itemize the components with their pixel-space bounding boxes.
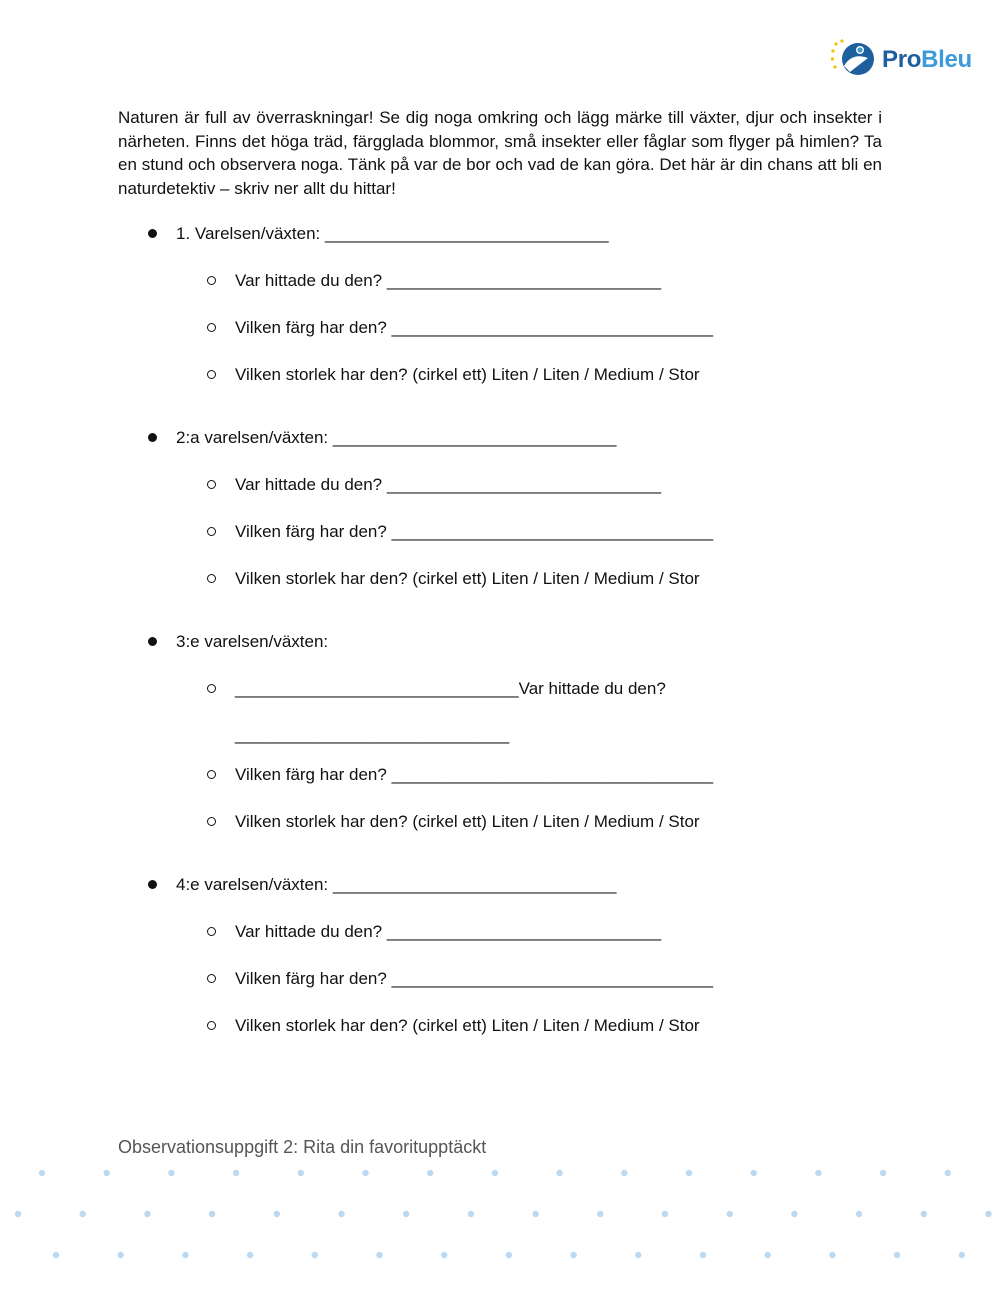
decor-dot xyxy=(686,1170,692,1176)
decor-dot xyxy=(15,1211,21,1217)
decor-dot xyxy=(274,1211,280,1217)
decor-dot xyxy=(80,1211,86,1217)
decor-dot xyxy=(751,1170,757,1176)
entry-3-found-line: _____________________________ xyxy=(235,725,510,744)
circle-bullet-icon xyxy=(207,817,216,826)
decor-dot xyxy=(506,1252,512,1258)
decor-dot xyxy=(815,1170,821,1176)
circle-bullet-icon xyxy=(207,574,216,583)
decor-dot xyxy=(959,1252,965,1258)
decor-dot xyxy=(985,1211,991,1217)
decor-dot xyxy=(233,1170,239,1176)
circle-bullet-icon xyxy=(207,370,216,379)
decor-dot xyxy=(298,1170,304,1176)
decor-dot xyxy=(338,1211,344,1217)
decor-dot xyxy=(441,1252,447,1258)
circle-bullet-icon xyxy=(207,527,216,536)
decor-dot xyxy=(621,1170,627,1176)
decor-dot xyxy=(53,1252,59,1258)
circle-bullet-icon xyxy=(207,770,216,779)
bullet-icon xyxy=(148,229,157,238)
footer-section-title: Observationsuppgift 2: Rita din favoritupptäckt xyxy=(118,1137,487,1157)
decor-dot xyxy=(118,1252,124,1258)
decor-dot xyxy=(700,1252,706,1258)
intro-paragraph: Naturen är full av överraskningar! Se dig noga omkring och lägg märke till växter, djur och insekter i närheten. Finns det höga träd, färgglada blommor, små insekter eller fåglar som flyger på himlen? Ta en stund och observera noga. Tänk på var de bor och vad de kan göra. Det här är din chans att bli en naturdetektiv – skriv ner allt du hittar! xyxy=(118,108,882,198)
decor-dot xyxy=(921,1211,927,1217)
circle-bullet-icon xyxy=(207,974,216,983)
circle-bullet-icon xyxy=(207,684,216,693)
decor-dot xyxy=(362,1170,368,1176)
decor-dot xyxy=(209,1211,215,1217)
circle-bullet-icon xyxy=(207,323,216,332)
decor-dot xyxy=(376,1252,382,1258)
decor-dot xyxy=(39,1170,45,1176)
decor-dot xyxy=(403,1211,409,1217)
decor-dot xyxy=(570,1252,576,1258)
circle-bullet-icon xyxy=(207,276,216,285)
star-icon xyxy=(831,39,844,68)
decor-dot xyxy=(635,1252,641,1258)
probleu-logo xyxy=(830,38,980,82)
decor-dot xyxy=(312,1252,318,1258)
decor-dot xyxy=(104,1170,110,1176)
logo-wordmark: ProBleu xyxy=(882,46,972,73)
decor-dot xyxy=(662,1211,668,1217)
decor-dot xyxy=(945,1170,951,1176)
decor-dot xyxy=(468,1211,474,1217)
decorative-dot-pattern xyxy=(0,1155,1000,1265)
bullet-icon xyxy=(148,433,157,442)
decor-dot xyxy=(856,1211,862,1217)
probleu-logo-icon xyxy=(830,38,880,82)
decor-dot xyxy=(765,1252,771,1258)
bullet-icon xyxy=(148,880,157,889)
decor-dot xyxy=(791,1211,797,1217)
decor-dot xyxy=(556,1170,562,1176)
circle-bullet-icon xyxy=(207,927,216,936)
decor-dot xyxy=(829,1252,835,1258)
decor-dot xyxy=(144,1211,150,1217)
decor-dot xyxy=(168,1170,174,1176)
decor-dot xyxy=(427,1170,433,1176)
decor-dot xyxy=(532,1211,538,1217)
decor-dot xyxy=(597,1211,603,1217)
decor-dot xyxy=(182,1252,188,1258)
circle-bullet-icon xyxy=(207,1021,216,1030)
decor-dot xyxy=(727,1211,733,1217)
decor-dot xyxy=(880,1170,886,1176)
bullet-icon xyxy=(148,637,157,646)
decor-dot xyxy=(492,1170,498,1176)
decor-dot xyxy=(894,1252,900,1258)
circle-bullet-icon xyxy=(207,480,216,489)
decor-dot xyxy=(247,1252,253,1258)
